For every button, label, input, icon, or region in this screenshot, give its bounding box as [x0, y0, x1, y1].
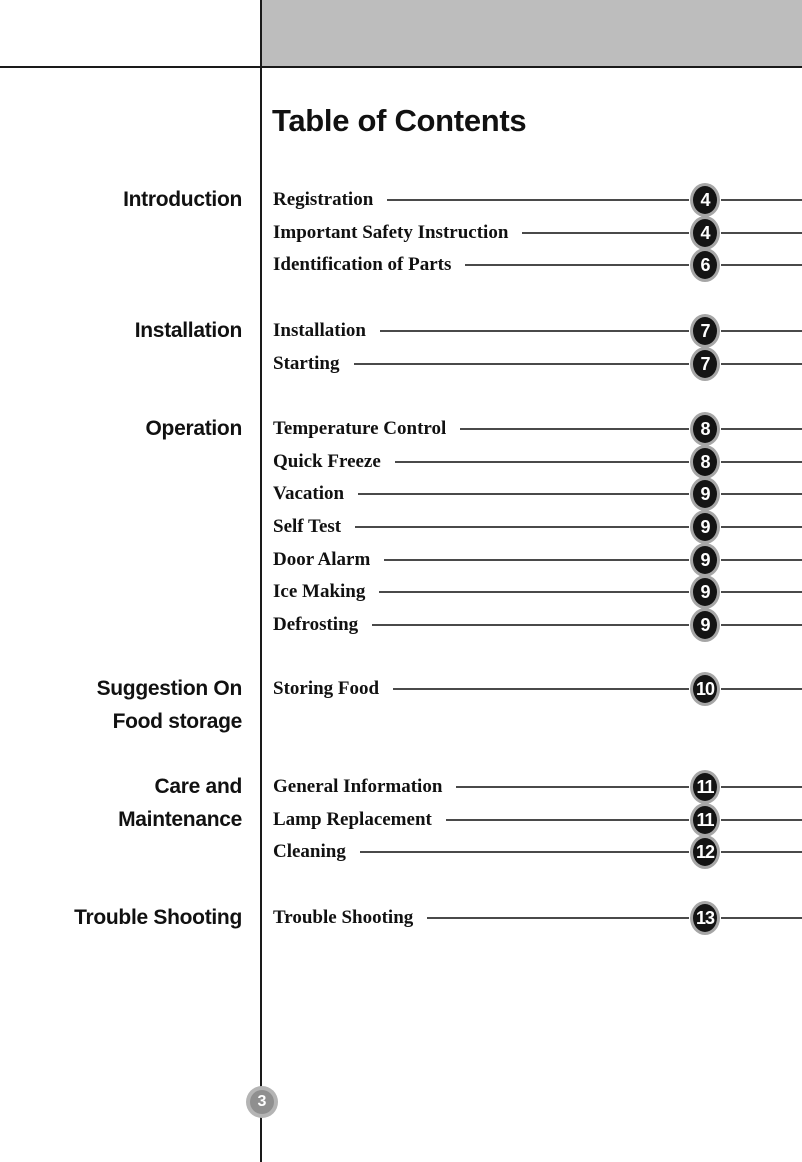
toc-entry [273, 576, 802, 609]
toc-entry [273, 804, 802, 837]
leader-line [522, 232, 689, 234]
toc-entry-title: Cleaning [273, 841, 346, 863]
leader-line [446, 819, 689, 821]
leader-tail [721, 688, 802, 690]
page-number-badge: 9 [693, 578, 717, 606]
page-number-badge: 7 [693, 317, 717, 345]
section-label [0, 315, 242, 348]
toc-entry-title: Ice Making [273, 581, 366, 603]
leader-tail [721, 591, 802, 593]
section-entries [273, 184, 802, 282]
header-gray-bar [262, 0, 802, 66]
page-number-badge: 10 [693, 675, 717, 703]
section-entries [273, 673, 802, 706]
leader-tail [721, 526, 802, 528]
toc-entry-title: Quick Freeze [273, 450, 381, 472]
toc-entry [273, 673, 802, 706]
toc-entry [273, 771, 802, 804]
leader-line [460, 428, 689, 430]
section-entries [273, 413, 802, 641]
leader-line [379, 591, 689, 593]
toc-entry-title: Defrosting [273, 613, 359, 635]
page-number-badge: 4 [693, 219, 717, 247]
toc-entry [273, 217, 802, 250]
toc-entry [273, 446, 802, 479]
page-number-badge: 4 [693, 186, 717, 214]
toc-entry [273, 543, 802, 576]
toc-entry [273, 348, 802, 381]
leader-line [358, 493, 689, 495]
toc-entry [273, 609, 802, 642]
page-number-badge: 8 [693, 415, 717, 443]
page-number-badge: 9 [693, 546, 717, 574]
section-label-line: Trouble Shooting [74, 906, 242, 930]
toc-entry [273, 249, 802, 282]
section-label [0, 413, 242, 446]
toc-entry-title: Starting [273, 352, 340, 374]
toc-entry-title: Storing Food [273, 678, 380, 700]
toc-entry [273, 184, 802, 217]
leader-line [393, 688, 689, 690]
page-number-badge: 9 [693, 480, 717, 508]
leader-line [427, 917, 689, 919]
section-label [0, 771, 242, 836]
section-label-line: Introduction [123, 188, 242, 212]
leader-line [395, 461, 689, 463]
section-label-line: Operation [145, 417, 242, 441]
leader-line [360, 851, 689, 853]
page-title: Table of Contents [272, 103, 527, 138]
toc-entry-title: Installation [273, 320, 366, 342]
toc-entry-title: Self Test [273, 516, 342, 538]
toc-entry-title: Trouble Shooting [273, 907, 414, 929]
leader-line [354, 363, 690, 365]
vertical-rule [260, 0, 262, 1162]
page-number-badge: 9 [693, 513, 717, 541]
leader-tail [721, 493, 802, 495]
page-number-badge: 12 [693, 838, 717, 866]
leader-tail [721, 264, 802, 266]
horizontal-rule [0, 66, 802, 68]
section-label-line: Installation [134, 319, 242, 343]
toc-entry [273, 478, 802, 511]
page-number-badge: 9 [693, 611, 717, 639]
toc-entry [273, 413, 802, 446]
page-number-badge: 7 [693, 350, 717, 378]
toc-entry-title: Registration [273, 189, 374, 211]
leader-tail [721, 917, 802, 919]
section-label-line: Food storage [112, 709, 242, 733]
section-label [0, 673, 242, 738]
leader-line [380, 330, 689, 332]
leader-line [465, 264, 689, 266]
toc-entry-title: Vacation [273, 483, 345, 505]
section-entries [273, 902, 802, 935]
page-number-badge: 8 [693, 448, 717, 476]
toc-entry-title: Important Safety Instruction [273, 221, 509, 243]
section-label-line: Care and [154, 775, 242, 799]
leader-line [384, 559, 689, 561]
toc-entry-title: General Information [273, 776, 443, 798]
page-number-badge: 13 [693, 904, 717, 932]
leader-tail [721, 461, 802, 463]
toc-entry [273, 315, 802, 348]
leader-tail [721, 559, 802, 561]
section-label-line: Maintenance [118, 807, 242, 831]
leader-tail [721, 851, 802, 853]
leader-line [456, 786, 689, 788]
footer-page-badge [250, 1090, 274, 1114]
section-label-line: Suggestion On [96, 677, 242, 701]
section-label [0, 184, 242, 217]
leader-tail [721, 819, 802, 821]
toc-entry [273, 902, 802, 935]
page-number-badge: 6 [693, 251, 717, 279]
toc-entry-title: Lamp Replacement [273, 808, 432, 830]
leader-line [387, 199, 689, 201]
page-number-badge: 11 [693, 773, 717, 801]
section-entries [273, 315, 802, 380]
toc-entry [273, 511, 802, 544]
toc-entry-title: Temperature Control [273, 418, 447, 440]
leader-tail [721, 330, 802, 332]
toc-entry-title: Identification of Parts [273, 254, 452, 276]
leader-tail [721, 199, 802, 201]
toc-entry-title: Door Alarm [273, 548, 371, 570]
leader-tail [721, 786, 802, 788]
leader-line [372, 624, 689, 626]
leader-tail [721, 363, 802, 365]
leader-tail [721, 232, 802, 234]
leader-line [355, 526, 689, 528]
section-label [0, 902, 242, 935]
section-entries [273, 771, 802, 869]
leader-tail [721, 428, 802, 430]
leader-tail [721, 624, 802, 626]
footer-page-number: 3 [257, 1093, 267, 1110]
toc-entry [273, 836, 802, 869]
page-number-badge: 11 [693, 806, 717, 834]
